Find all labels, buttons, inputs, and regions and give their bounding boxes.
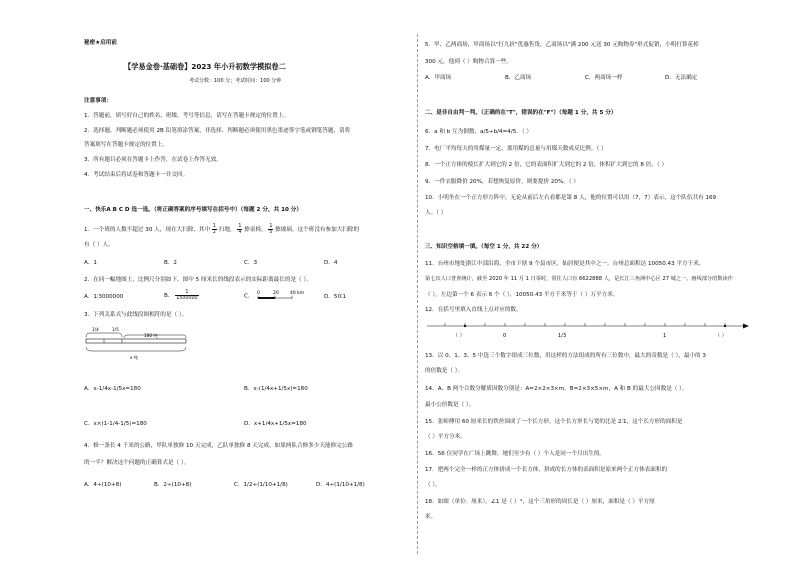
- notice-2-cont: 答案填写在答题卡规定的位置上。: [84, 142, 168, 148]
- q3-option-a[interactable]: A．x-1/4x-1/5x=180: [84, 386, 141, 392]
- notice-4: 4．考试结束后将试卷和答题卡一并交回。: [84, 172, 189, 178]
- exam-title: 【学易金卷·基础卷】2023 年小升初数学模拟卷二: [124, 62, 286, 71]
- q1-text-d: 擦玻璃。这个班没有参加大扫除的: [275, 227, 360, 233]
- q1-option-a[interactable]: A．1: [84, 260, 97, 266]
- numline-label-0: 0: [503, 333, 507, 339]
- q16-text: 16．56 位同学在广场上跳舞，她们至少有（ ）个人是同一个月出生的。: [425, 451, 606, 457]
- notice-title: 注意事项：: [84, 98, 112, 104]
- q3-option-b[interactable]: B．x-(1/4x+1/5x)=180: [244, 386, 308, 392]
- q9-text: 9．一件衣服降价 20%，若想恢复原价，则要提价 20%。（ ）: [425, 179, 580, 185]
- q8-text: 8．一个正方体的棱长扩大到它的 2 倍，它的表面积扩大到它的 2 倍，体积扩大到它的 8 倍。（ ）: [425, 162, 668, 168]
- exam-meta: 考试分数：100 分；考试时间：100 分钟: [189, 78, 282, 84]
- svg-text:1/5: 1/5: [112, 327, 119, 332]
- q13-line2: 的倍数是（ ）。: [425, 368, 464, 374]
- q3-option-d[interactable]: D．x+1/4x+1/5x=180: [244, 421, 307, 427]
- notice-3: 3．所有题目必须在答题卡上作答，在试卷上作答无效。: [84, 157, 222, 163]
- q4-option-b[interactable]: B．2÷(10+8): [154, 482, 192, 488]
- q1-line2: 有（ ）人。: [84, 242, 114, 248]
- q1-option-c[interactable]: C．3: [244, 260, 258, 266]
- q2-option-a[interactable]: A．1∶3000000: [84, 294, 124, 300]
- section-1-title: 一、快乐A B C D 选一选。（将正确答案的序号填写在括号中）（每题 2 分，共 10 分）: [84, 207, 302, 213]
- q5-option-d[interactable]: D．无法确定: [665, 75, 698, 81]
- q14-line1: 14．A、B 两个合数分解质因数分别是：A=2×2×3×m，B=2×3×5×m，A 和 B 的最大公因数是（ ），: [425, 386, 688, 392]
- number-line: [425, 318, 755, 344]
- q1-line1: [84, 224, 359, 235]
- q7-text: 7．电厂平均每天的用煤量一定，那用煤的总量与用煤天数成反比例。（ ）: [425, 146, 607, 152]
- q3-segment-diagram: [84, 325, 194, 367]
- q4-line1: 4．修一条长 4 千米的公路，甲队单独修 10 天完成，乙队单独修 8 天完成。如果两队合修多少天能修完公路: [84, 443, 353, 449]
- q15-line2: （ ）平方分米。: [425, 434, 466, 440]
- svg-text:0: 0: [257, 291, 261, 296]
- q13-line1: 13．以 0、1、3、5 中选三个数字组成三位数，用这样的方法组成的所有三位数中，最大的奇数是（ ），最小的 3: [425, 353, 706, 359]
- q1-frac-1: $\frac{1}{2}$: [212, 224, 216, 235]
- q17-line2: （ ）。: [425, 482, 441, 488]
- scale-bar-icon: [255, 289, 315, 303]
- q10-line1: 10．小明坐在一个正方形方阵中，无论从前后左右看都是第 8 人，他的位置可以用（7，7）表示，这个队伍共有 169: [425, 195, 717, 201]
- q11-line3: （ ），左边第一个 6 表示 6 个（ ），10050.43 平方千米等于（ ）万平方米。: [425, 292, 619, 298]
- q1-text-a: 1．一个班的人数不超过 30 人，现在大扫除，其中: [84, 227, 211, 233]
- q2-option-c-label: C．: [244, 293, 254, 300]
- q1-text-c: 擦桌椅，: [244, 227, 267, 233]
- q1-frac-2: $\frac{1}{4}$: [238, 224, 242, 235]
- q2-option-d[interactable]: D．50∶1: [324, 294, 347, 300]
- column-divider: [417, 34, 418, 554]
- q10-line2: 人。（ ）: [425, 210, 447, 216]
- notice-2: 2．选择题、判断题必须使用 2B 铅笔填涂答案，非选择、判断题必须使用黑色墨迹签字笔或钢笔答题，请将: [84, 128, 351, 134]
- q5-option-a[interactable]: A．甲商场: [425, 75, 452, 81]
- q6-text: 6．a 和 b 互为倒数，a/5÷b/4=4/5．（ ）: [425, 129, 533, 135]
- secret-mark: 秘密★启用前: [84, 40, 117, 46]
- q3-text: 3．下列关系式与此线段图相符的是（ ）。: [84, 312, 188, 318]
- q18-line2: 米。: [425, 514, 437, 520]
- q3-option-c[interactable]: C．x×(1-1/4-1/5)=180: [84, 421, 147, 427]
- q17-line1: 17．把两个完全一样的正方体拼成一个长方体，拼成的长方体的表面积是原来两个正方体表面积的: [425, 467, 668, 473]
- q4-option-c[interactable]: C．1/2÷(1/10+1/8): [234, 482, 288, 488]
- section-2-title: 二、是非自由判一判。（正确的在"T"，错误的在"F"）（每题 1 分，共 5 分）: [425, 110, 617, 116]
- svg-text:20: 20: [273, 291, 280, 296]
- q4-option-d[interactable]: D．4÷(1/10+1/8): [316, 482, 365, 488]
- q2-text: 2．在同一幅地图上，比例尺分别如下，图中 5 厘米长的线段表示的实际距离最长的是（ ）。: [84, 277, 312, 283]
- q5-line1: 5．甲、乙两商场，甲商场以"打九折"优惠售货，乙商场以"满 200 元送 30 元购物券"形式促销，小明打算花掉: [425, 42, 699, 48]
- q18-line1: 18．如图（单位：厘米），∠1 是（ ）°，这个三角形的周长是（ ）厘米，面积是（ ）平方厘: [425, 499, 655, 505]
- q5-option-c[interactable]: C．两商场一样: [585, 75, 623, 81]
- q11-line1: 11．台州市地处浙江中部沿海，全市下辖 9 个县市区，仙居便是其中之一。台州总面积达 10050.43 平方千米，: [425, 261, 705, 267]
- numline-label-1: 1: [663, 333, 667, 339]
- q1-option-b[interactable]: B．2: [164, 260, 177, 266]
- q1-frac-3: $\frac{1}{5}$: [269, 224, 273, 235]
- q4-line2: 的一半？解决这个问题的正确算式是（ ）。: [84, 460, 190, 466]
- svg-text:1/4: 1/4: [92, 327, 99, 332]
- q2-option-b-frac: $\frac{1}{1500000}$: [176, 290, 198, 301]
- svg-text:180 吨: 180 吨: [144, 333, 158, 338]
- q2-option-b-label: B．: [164, 293, 174, 299]
- q11-line2: 第七次人口普查统计，截至 2020 年 11 月 1 日零时，常住人口有 6622888 人，是长江三角洲中心区 27 城之一。画线部分的数读作: [425, 276, 733, 282]
- q2-option-c[interactable]: [244, 289, 315, 303]
- numline-label-blank-right: （ ）: [715, 333, 727, 339]
- q1-text-b: 扫地，: [218, 227, 236, 233]
- svg-text:40 km: 40 km: [290, 291, 305, 296]
- numline-label-blank-left: （ ）: [453, 333, 465, 339]
- numline-label-third: 1/3: [558, 333, 567, 339]
- q2-option-b[interactable]: [164, 290, 199, 301]
- q1-option-d[interactable]: D．4: [324, 260, 338, 266]
- notice-1: 1．答题前，填写好自己的姓名、班级、考号等信息，请写在答题卡规定的位置上。: [84, 113, 289, 119]
- svg-text:x 吨: x 吨: [130, 355, 138, 360]
- q12-text: 12．在括号里填入直线上点对应的数。: [425, 307, 522, 313]
- section-3-title: 三、知识空格填一填。（每空 1 分，共 22 分）: [425, 244, 543, 250]
- q4-option-a[interactable]: A．4÷(10+8): [84, 482, 122, 488]
- q14-line2: 最小公倍数是（ ）。: [425, 402, 475, 408]
- q5-line2: 300 元，他到（ ）购物合算一些。: [425, 59, 512, 65]
- q15-line1: 15．张师傅用 60 厘米长的铁丝围成了一个长方形，这个长方形长与宽的比是 2∶1，这个长方形的面积是: [425, 419, 683, 425]
- q5-option-b[interactable]: B．乙商场: [505, 75, 532, 81]
